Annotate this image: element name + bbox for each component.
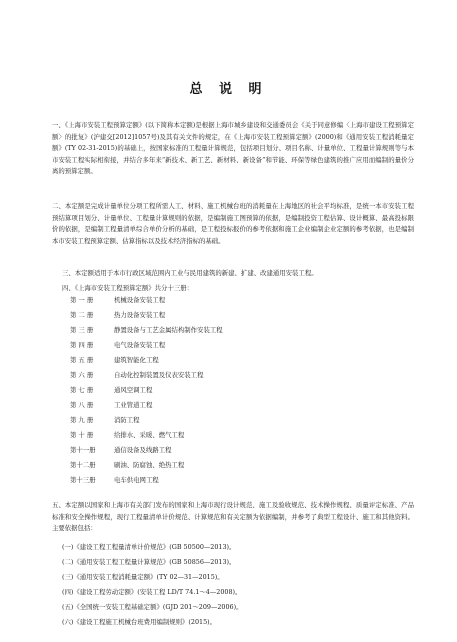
volume-number: 第 八 册 <box>70 401 94 409</box>
volume-name: 建筑智能化工程 <box>114 356 159 364</box>
volume-name: 电车供电网工程 <box>114 476 159 484</box>
volume-name: 给排水、采暖、燃气工程 <box>114 431 185 439</box>
reference-item: (三)《通用安装工程消耗量定额》(TY 02—31—2015)。 <box>62 573 224 581</box>
volume-name: 通风空调工程 <box>114 386 153 394</box>
volume-number: 第 一 册 <box>70 296 94 304</box>
volume-number: 第 九 册 <box>70 416 94 424</box>
volume-number: 第 四 册 <box>70 341 94 349</box>
volume-number: 第 十 册 <box>70 431 94 439</box>
paragraph-1: 一、《上海市安装工程预算定额》(以下简称本定额)是根据上海市城乡建设和交通委员会《关于同意修编〈上海市建设工程预算定额〉的批复》(沪建交[2012]1057号)及其有关文件的规定，在《上海市安装工程预算定额》(2000)和《通用安装工程消耗量定额》(TY 02-31-2015)的基础上，按国家标准的工程量计算规范，包括项目划分、项目名称、计量单位、工程量计算规则等与本市安装工程实际相衔接，并结合多年来“新技术、新工艺、新材料、新设备”和节能、环保等绿色建筑的推广应用而编制的量价分离的预算定额。 <box>52 121 414 175</box>
volume-number: 第十二册 <box>70 461 96 469</box>
paragraph-3: 三、本定额适用于本市行政区域范围内工业与民用建筑的新建、扩建、改建通用安装工程。 <box>62 269 318 277</box>
volume-item <box>70 325 223 336</box>
volume-name: 自动化控制装置及仪表安装工程 <box>114 371 204 379</box>
volume-item <box>70 355 159 366</box>
volume-number: 第 六 册 <box>70 371 94 379</box>
volume-number: 第十一册 <box>70 446 96 454</box>
reference-item: (六)《建设工程施工机械台班费用编制规则》(2015)。 <box>62 618 217 626</box>
volume-item <box>70 385 152 396</box>
volume-number: 第 七 册 <box>70 386 94 394</box>
volume-number: 第 三 册 <box>70 326 94 334</box>
reference-item: (一)《建设工程工程量清单计价规范》(GB 50500—2013)。 <box>62 543 236 551</box>
volume-number: 第 二 册 <box>70 311 94 319</box>
volume-item <box>70 295 165 306</box>
reference-item: (二)《通用安装工程工程量计算规范》(GB 50856—2013)。 <box>62 558 236 566</box>
reference-item: (五)《全国统一安装工程基础定额》(GJD 201～209—2006)。 <box>62 603 243 611</box>
volume-item <box>70 400 152 411</box>
volume-item <box>70 340 165 351</box>
paragraph-2: 二、本定额是完成计量单位分项工程所需人工、材料、施工机械台班的消耗量在上海地区的社会平均标准，是统一本市安装工程预结算项目划分、计量单位、工程量计算规则的依据，是编制施工图预算的依据，是编制投资工程估算、设计概算、最高投标限价的依据，是编制工程量清单综合单价分析的基础，是工程投标报价的参考依据和施工企业编制企业定额的参考依据，也是编制本市安装工程预算定额、估算指标以及技术经济指标的基础。 <box>52 202 414 245</box>
page-title: 总 说 明 <box>189 82 268 97</box>
volume-name: 工业管道工程 <box>114 401 153 409</box>
paragraph-5: 五、本定额以国家和上海市有关部门发布的国家和上海市现行设计规范、施工及验收规范、技术操作规程、质量评定标准、产品标准和安全操作规程，现行工程量清单计价规范、计算规范和有关定额为依据编制，并参考了典型工程设计、施工和其他资料。主要依据包括： <box>52 501 414 532</box>
volume-item <box>70 475 159 486</box>
volume-name: 电气设备安装工程 <box>114 341 166 349</box>
volume-item <box>70 445 172 456</box>
volume-name: 静置设备与工艺金属结构制作安装工程 <box>114 326 223 334</box>
volume-number: 第 五 册 <box>70 356 94 364</box>
volume-name: 消防工程 <box>114 416 140 424</box>
volume-name: 机械设备安装工程 <box>114 296 166 304</box>
volume-number: 第十三册 <box>70 476 96 484</box>
volume-item <box>70 415 140 426</box>
reference-item: (四)《建设工程劳动定额》(安装工程 LD/T 74.1～4—2008)。 <box>62 588 242 596</box>
volume-name: 刷油、防腐蚀、绝热工程 <box>114 461 185 469</box>
volume-name: 热力设备安装工程 <box>114 311 166 319</box>
volume-item <box>70 430 184 441</box>
volume-item <box>70 460 184 471</box>
volume-name: 通信设备及线路工程 <box>114 446 172 454</box>
volume-item <box>70 370 203 381</box>
volume-item <box>70 310 165 321</box>
paragraph-4: 四、《上海市安装工程预算定额》共分十三册： <box>62 284 194 292</box>
